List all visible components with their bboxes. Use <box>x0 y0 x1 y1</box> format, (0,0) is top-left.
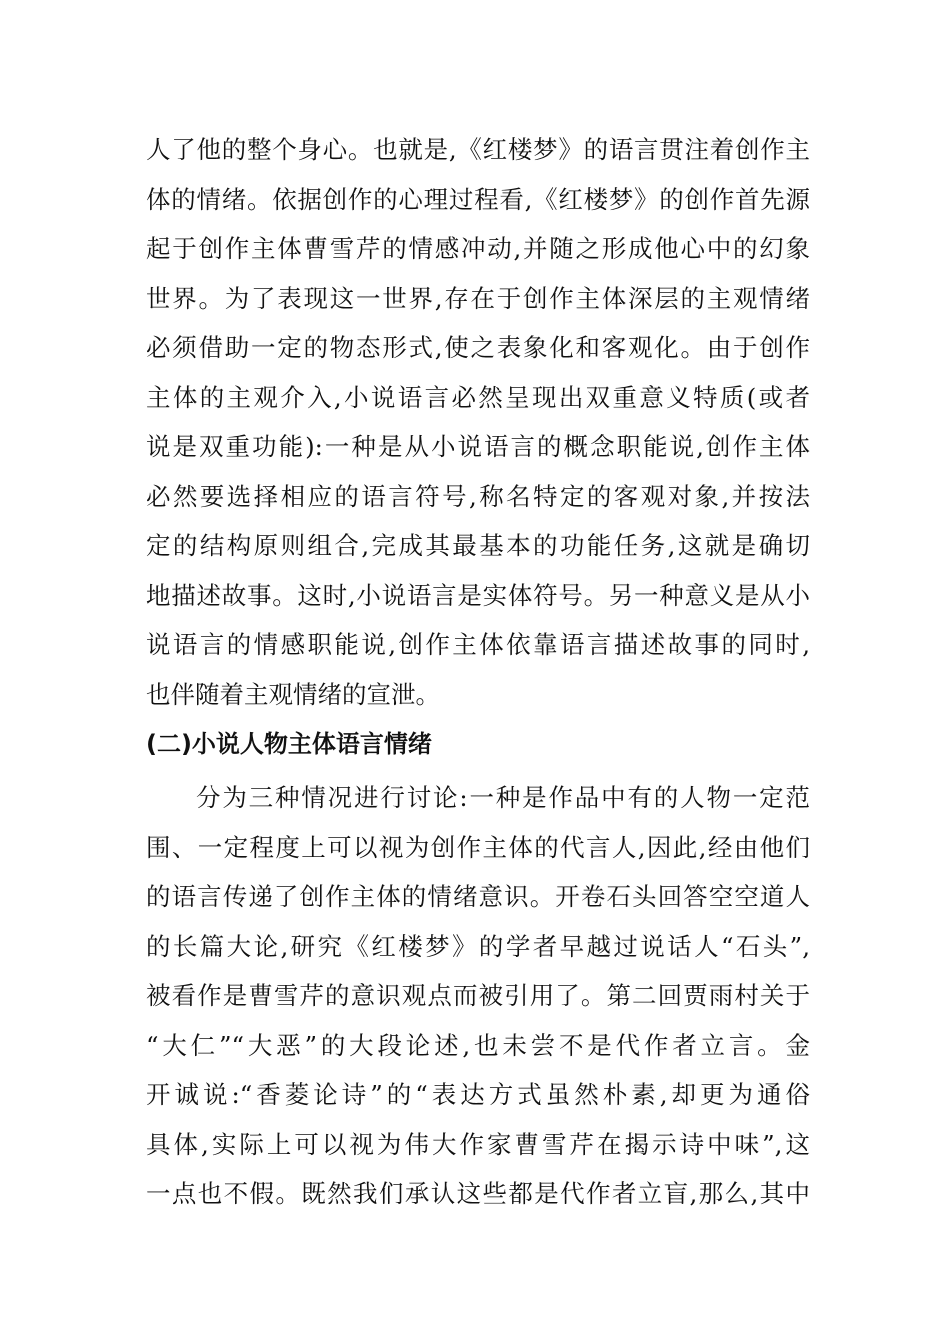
paragraph-1 <box>146 125 810 719</box>
paragraph-1-line: 定的结构原则组合,完成其最基本的功能任务,这就是确切 <box>146 531 810 560</box>
paragraph-1-line: 也伴随着主观情绪的宣泄。 <box>146 679 440 709</box>
paragraph-2-line: 的语言传递了创作主体的情绪意识。开卷石头回答空空道人 <box>146 882 810 911</box>
paragraph-1-line: 说是双重功能):一种是从小说语言的概念职能说,创作主体 <box>146 432 810 461</box>
section-heading <box>146 720 810 770</box>
paragraph-1-line: 体的情绪。依据创作的心理过程看,《红楼梦》的创作首先源 <box>146 184 810 214</box>
paragraph-1-line: 人了他的整个身心。也就是,《红楼梦》的语言贯注着创作主 <box>146 135 810 164</box>
paragraph-2-line: 一点也不假。既然我们承认这些都是代作者立盲,那么,其中 <box>146 1179 810 1208</box>
paragraph-2-line: 具体,实际上可以视为伟大作家曹雪芹在揭示诗中味”,这 <box>146 1129 810 1159</box>
paragraph-1-line: 必然要选择相应的语言符号,称名特定的客观对象,并按法 <box>146 481 810 511</box>
section-heading-text: (二)小说人物主体语言情绪 <box>146 730 432 758</box>
paragraph-2-line: 被看作是曹雪芹的意识观点而被引用了。第二回贾雨村关于 <box>146 981 810 1010</box>
paragraph-2-line: 开诚说:“香菱论诗”的“表达方式虽然朴素,却更为通俗 <box>146 1080 810 1109</box>
paragraph-2-line: 分为三种情况进行讨论:一种是作品中有的人物一定范 <box>196 783 810 812</box>
paragraph-2-line: “大仁”“大恶”的大段论述,也未尝不是代作者立言。金 <box>146 1030 810 1060</box>
paragraph-1-line: 说语言的情感职能说,创作主体依靠语言描述故事的同时, <box>146 630 810 659</box>
paragraph-1-line: 主体的主观介入,小说语言必然呈现出双重意义特质(或者 <box>146 382 810 412</box>
paragraph-2-line: 围、一定程度上可以视为创作主体的代言人,因此,经由他们 <box>146 832 810 862</box>
paragraph-1-line: 地描述故事。这时,小说语言是实体符号。另一种意义是从小 <box>146 580 810 610</box>
paragraph-1-line: 世界。为了表现这一世界,存在于创作主体深层的主观情绪 <box>146 283 810 313</box>
paragraph-1-line: 必须借助一定的物态形式,使之表象化和客观化。由于创作 <box>146 333 810 362</box>
paragraph-2-line: 的长篇大论,研究《红楼梦》的学者早越过说话人“石头”, <box>146 931 810 961</box>
paragraph-2 <box>146 773 810 1219</box>
paragraph-1-line: 起于创作主体曹雪芹的情感冲动,并随之形成他心中的幻象 <box>146 234 810 263</box>
